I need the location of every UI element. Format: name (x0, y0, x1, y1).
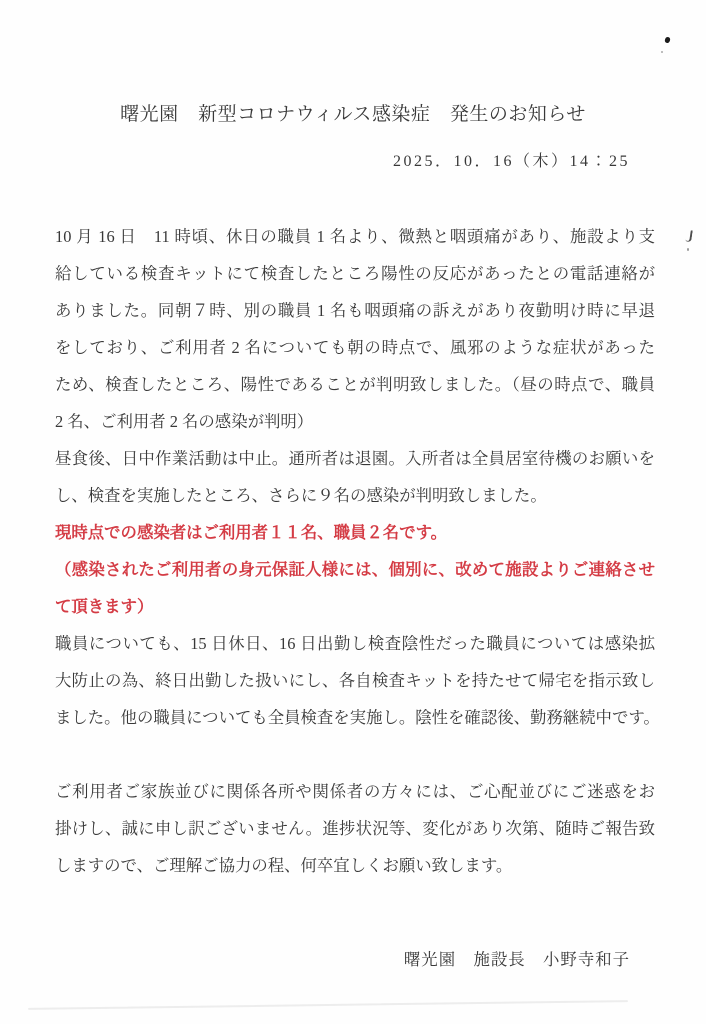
notice-line: 掛けし、誠に申し訳ございません。進捗状況等、変化があり次第、随時ご報告致 (55, 819, 655, 838)
scan-dot-artifact (687, 248, 689, 251)
notice-line: 職員についても、15 日休日、16 日出勤し検査陰性だった職員については感染拡 (55, 634, 655, 653)
notice-line: 給している検査キットにて検査したところ陽性の反応があったとの電話連絡が (55, 264, 655, 283)
notice-body (55, 218, 660, 884)
notice-datetime: 2025．10．16（木）14：25 (392, 153, 630, 170)
notice-line: （感染されたご利用者の身元保証人様には、個別に、改めて施設よりご連絡させ (55, 560, 655, 579)
ink-speck-artifact (661, 51, 663, 53)
ink-speck-artifact (664, 36, 671, 43)
notice-line: をしており、ご利用者 2 名についても朝の時点で、風邪のような症状があった (55, 338, 655, 357)
notice-line: 10 月 16 日 11 時頃、休日の職員 1 名より、微熱と咽頭痛があり、施設より支 (55, 227, 655, 246)
notice-line: ました。他の職員についても全員検査を実施し。陰性を確認後、勤務継続中です。 (55, 708, 660, 727)
notice-line: 2 名、ご利用者 2 名の感染が判明） (55, 412, 314, 431)
scan-line-artifact (28, 1000, 628, 1010)
notice-line: 大防止の為、終日出勤した扱いにし、各自検査キットを持たせて帰宅を指示致し (55, 671, 655, 690)
notice-line: ため、検査したところ、陽性であることが判明致しました。（昼の時点で、職員 (55, 375, 655, 394)
notice-line: しますので、ご理解ご協力の程、何卒宜しくお願い致します。 (55, 856, 513, 875)
notice-signature: 曙光園 施設長 小野寺和子 (403, 950, 630, 969)
notice-line: 現時点での感染者はご利用者１１名、職員２名です。 (55, 523, 448, 542)
notice-title: 曙光園 新型コロナウィルス感染症 発生のお知らせ (120, 104, 586, 125)
notice-line: て頂きます） (55, 597, 154, 616)
notice-line: ありました。同朝７時、別の職員 1 名も咽頭痛の訴えがあり夜勤明け時に早退 (55, 301, 655, 320)
notice-line: ご利用者ご家族並びに関係各所や関係者の方々には、ご心配並びにご迷惑をお (55, 782, 655, 801)
notice-line: し、検査を実施したところ、さらに９名の感染が判明致しました。 (55, 486, 547, 505)
blank-line (55, 736, 655, 773)
notice-line: 昼食後、日中作業活動は中止。通所者は退園。入所者は全員居室待機のお願いを (55, 449, 655, 468)
scan-mark-artifact (685, 230, 693, 243)
